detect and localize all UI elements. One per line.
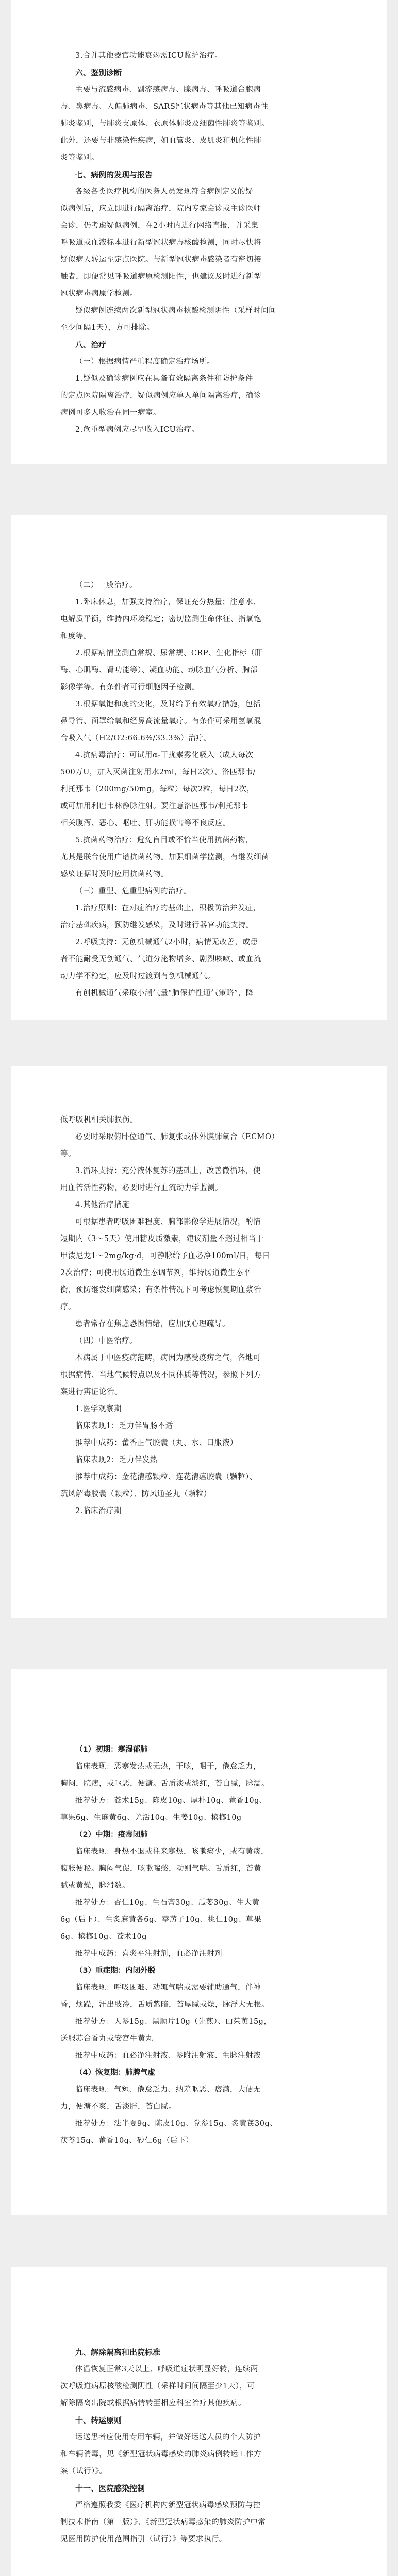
paragraph-line: 似病例后，应立即进行隔离治疗，院内专家会诊或主诊医师 xyxy=(60,205,261,213)
paragraph-line: 案进行辨证论治。 xyxy=(60,1388,122,1396)
paragraph-first-line: 2.根据病情监测血常规、尿常规、CRP、生化指标（肝 xyxy=(75,649,263,657)
paragraph-first-line: 推荐中成药：血必净注射液、参附注射液、生脉注射液 xyxy=(75,2052,261,2060)
paragraph-line: 鼻导管、面罩给氧和经鼻高流量氧疗。有条件可采用氢氧混 xyxy=(60,717,261,725)
paragraph-first-line: 3.根据氧饱和度的变化，及时给予有效氧疗措施，包括 xyxy=(75,700,261,708)
paragraph-line: 会诊，仍考虑疑似病例，在2小时内进行网络直报，并采集 xyxy=(60,222,259,230)
paragraph-line: 腹胀便秘。胸闷气促，咳嗽喘憋，动则气喘。舌质红，苔黄 xyxy=(60,1865,261,1873)
paragraph-line: 电解质平衡，维持内环境稳定；密切监测生命体征、指氧饱 xyxy=(60,615,261,623)
paragraph-first-line: （四）中医治疗。 xyxy=(75,1337,137,1345)
paragraph-first-line: 推荐中成药：藿香正气胶囊（丸、水、口服液） xyxy=(75,1439,238,1447)
paragraph-line: 和车辆消毒，见《新型冠状病毒感染的肺炎病例转运工作方 xyxy=(60,2450,261,2459)
paragraph-line: 冠状病毒病原学检测。 xyxy=(60,290,138,298)
paragraph-line: 动力学不稳定，应及时过渡到有创机械通气。 xyxy=(60,972,215,980)
paragraph-first-line: 2.危重型病例应尽早收入ICU治疗。 xyxy=(75,426,200,434)
section-heading: 九、解除隔离和出院标准 xyxy=(75,2348,161,2357)
paragraph-line: 者不能耐受无创通气、气道分泌物增多、剧烈咳嗽、或血流 xyxy=(60,955,261,963)
paragraph-first-line: 推荐处方：杏仁10g、生石膏30g、瓜蒌30g、生大黄 xyxy=(75,1899,260,1907)
paragraph-first-line: 3.循环支持：充分液体复苏的基础上，改善微循环，使 xyxy=(75,1167,261,1175)
paragraph-line: 次呼吸道病原核酸检测阴性（采样时间间隔至少1天），可 xyxy=(60,2382,255,2391)
paragraph-first-line: 2.呼吸支持：无创机械通气2小时，病情无改善，或患 xyxy=(75,938,258,946)
paragraph-first-line: （二）一般治疗。 xyxy=(75,581,137,589)
section-heading: 八、治疗 xyxy=(75,340,107,349)
paragraph-line: 感染证据时及时应用抗菌药物。 xyxy=(60,870,169,878)
page-4-body xyxy=(60,1741,339,2149)
paragraph-line: 病例可多人收治在同一病室。 xyxy=(60,409,161,417)
paragraph-line: 毒、鼻病毒、人偏肺病毒、SARS冠状病毒等其他已知病毒性 xyxy=(60,103,269,111)
paragraph-first-line: 体温恢复正常3天以上、呼吸道症状明显好转，连续两 xyxy=(75,2365,258,2374)
paragraph-first-line: 可根据患者呼吸困难程度、胸部影像学进展情况，酌情 xyxy=(75,1218,261,1226)
paragraph-first-line: 临床表现2：乏力伴发热 xyxy=(75,1456,158,1464)
paragraph-first-line: （一）根据病情严重程度确定治疗场所。 xyxy=(75,358,214,366)
paragraph-line: 草果6g、生麻黄6g、羌活10g、生姜10g、槟榔10g xyxy=(60,1814,242,1822)
paragraph-first-line: 主要与流感病毒、副流感病毒、腺病毒、呼吸道合胞病 xyxy=(75,86,261,94)
paragraph-first-line: 推荐中成药：喜炎平注射剂，血必净注射剂 xyxy=(75,1950,222,1958)
paragraph-first-line: 1.疑似及确诊病例应在具备有效隔离条件和防护条件 xyxy=(75,375,253,383)
paragraph-line: 送服苏合香丸或安宫牛黄丸 xyxy=(60,2035,153,2043)
page-1-body xyxy=(60,47,339,438)
paragraph-first-line: 临床表现：身热不退或往来寒热，咳嗽痰少，或有黄痰， xyxy=(75,1848,269,1856)
section-heading: 七、病例的发现与报告 xyxy=(75,170,153,179)
paragraph-line: 的定点医院隔离治疗，疑似病例应单人单间隔离治疗，确诊 xyxy=(60,392,261,400)
subsection-heading: （1）初期：寒湿郁肺 xyxy=(75,1745,148,1754)
paragraph-first-line: 推荐处方：人参15g、黑顺片10g（先煎）、山茱萸15g， xyxy=(75,2018,272,2026)
paragraph-line: 解除隔离出院或根据病情转至相应科室治疗其他疾病。 xyxy=(60,2399,246,2408)
paragraph-line: 酶、心肌酶、肾功能等）、凝血功能、动脉血气分析、胸部 xyxy=(60,666,258,674)
paragraph-first-line: 临床表现：恶寒发热或无热，干咳，咽干，倦怠乏力， xyxy=(75,1762,261,1771)
paragraph-line: 500万U，加入灭菌注射用水2ml，每日2次）、洛匹那韦/ xyxy=(60,768,256,776)
paragraph-line: 利托那韦（200mg/50mg，每粒）每次2粒，每日2次， xyxy=(60,785,255,793)
paragraph-line: 见医用防护使用范围指引（试行）》等要求执行。 xyxy=(60,2535,227,2544)
paragraph-line: 等。 xyxy=(60,1150,76,1158)
paragraph-first-line: 1.医学观察期 xyxy=(75,1405,122,1413)
paragraph-line: 合吸入气（H2/O2:66.6%/33.3%）治疗。 xyxy=(60,734,212,742)
paragraph-line: 衡，预防继发细菌感染；有条件情况下可考虑恢复期血浆治 xyxy=(60,1286,261,1294)
paragraph-first-line: 推荐处方：法半夏9g、陈皮10g、党参15g、炙黄芪30g、 xyxy=(75,2120,278,2128)
paragraph-first-line: 2.临床治疗期 xyxy=(75,1507,122,1515)
paragraph-first-line: 1.卧床休息，加强支持治疗，保证充分热量；注意水、 xyxy=(75,598,261,606)
paragraph-line: 疗。 xyxy=(60,1303,76,1311)
paragraph-line: 用血管活性药物，必要时进行血流动力学监测。 xyxy=(60,1184,223,1192)
paragraph-line: 治疗基础疾病，预防继发感染，及时进行器官功能支持。 xyxy=(60,921,254,929)
section-heading: 六、鉴别诊断 xyxy=(75,68,122,77)
paragraph-line: 疏风解毒胶囊（颗粒）、防风通圣丸（颗粒） xyxy=(60,1490,211,1498)
paragraph-first-line: 1.治疗原则：在对症治疗的基础上，积极防治并发症， xyxy=(75,904,261,912)
paragraph-first-line: 推荐中成药：金花清感颗粒、连花清瘟胶囊（颗粒）、 xyxy=(75,1473,257,1481)
paragraph-line: 昏，烦躁，汗出肢冷，舌质紫暗，苔厚腻或燥，脉浮大无根。 xyxy=(60,2001,269,2009)
document-page-5 xyxy=(11,2267,387,2576)
paragraph-line: 相关腹泻、恶心、呕吐、肝功能损害等不良反应。 xyxy=(60,819,230,827)
paragraph-first-line: 本病属于中医疫病范畴，病因为感受疫疠之气，各地可 xyxy=(75,1354,261,1362)
paragraph-line: 短期内（3～5天）使用糖皮质激素，建议剂量不超过相当于 xyxy=(60,1235,264,1243)
paragraph-first-line: 临床表现：气短、倦怠乏力、纳差呕恶、痞满，大便无 xyxy=(75,2086,261,2094)
paragraph-line: 触者，即便常见呼吸道病原检测阳性，也建议及时进行新型 xyxy=(60,273,261,281)
paragraph-first-line: 临床表现：呼吸困难、动辄气喘或需要辅助通气，伴神 xyxy=(75,1984,261,1992)
paragraph-line: 或可加用利巴韦林静脉注射。要注意洛匹那韦/利托那韦 xyxy=(60,802,249,810)
paragraph-first-line: 患者常存在焦虑恐惧情绪，应加强心理疏导。 xyxy=(75,1320,230,1328)
paragraph-line: 茯苓15g、藿香10g、砂仁6g（后下） xyxy=(60,2137,193,2145)
paragraph-line: 呼吸道或血液标本进行新型冠状病毒核酸检测，同时尽快将 xyxy=(60,239,261,247)
paragraph-line: 和度等。 xyxy=(60,632,91,640)
paragraph-first-line: 临床表现1：乏力伴胃肠不适 xyxy=(75,1422,173,1430)
paragraph-line: 肺炎鉴别，与肺炎支原体、衣原体肺炎及细菌性肺炎等鉴别。 xyxy=(60,120,269,128)
paragraph-first-line: 推荐处方：苍术15g、陈皮10g、厚朴10g、藿香10g、 xyxy=(75,1797,267,1805)
subsection-heading: （3）重症期：内闭外脱 xyxy=(75,1967,156,1975)
paragraph-line: 尤其是联合使用广谱抗菌药物。加强细菌学监测，有继发细菌 xyxy=(60,853,269,861)
paragraph-first-line: 有创机械通气采取小潮气量“肺保护性通气策略”，降 xyxy=(75,989,254,997)
section-heading: 十、转运原则 xyxy=(75,2416,122,2425)
document-page-2 xyxy=(11,515,387,1020)
page-3-body xyxy=(60,1112,339,1520)
paragraph-line: 制技术指南（第一版）》、《新型冠状病毒感染的肺炎防护中常 xyxy=(60,2518,266,2527)
paragraph-line: 腻或黄燥，脉滑数。 xyxy=(60,1882,130,1890)
paragraph-line: 案（试行）》。 xyxy=(60,2467,107,2476)
paragraph-line: 至少间隔1天），方可排除。 xyxy=(60,324,155,332)
paragraph-line: 6g（后下）、生炙麻黄各6g、葶苈子10g、桃仁10g、草果 xyxy=(60,1916,262,1924)
paragraph-first-line: 严格遵照我委《医疗机构内新型冠状病毒感染预防与控 xyxy=(75,2501,261,2510)
paragraph-first-line: 各级各类医疗机构的医务人员发现符合病例定义的疑 xyxy=(75,188,253,196)
paragraph-line: 2次治疗；可使用肠道微生态调节剂，维持肠道微生态平 xyxy=(60,1269,251,1277)
paragraph-line: 甲泼尼龙1～2mg/kg·d，可静脉给予血必净100ml/日，每日 xyxy=(60,1252,270,1260)
document-page-3 xyxy=(11,1066,387,1618)
paragraph-first-line: 运送患者应使用专用车辆，并做好运送人员的个人防护 xyxy=(75,2433,261,2442)
paragraph-first-line: 5.抗菌药物治疗：避免盲目或不恰当使用抗菌药物， xyxy=(75,836,253,844)
paragraph-first-line: 3.合并其他器官功能衰竭需ICU监护治疗。 xyxy=(75,52,223,60)
paragraph-line: 根据病情、当地气候特点以及不同体质等情况，参照下列方 xyxy=(60,1371,261,1379)
paragraph-line: 6g、槟榔10g、苍术10g xyxy=(60,1933,147,1941)
subsection-heading: （2）中期：疫毒闭肺 xyxy=(75,1831,148,1839)
section-heading: 十一、医院感染控制 xyxy=(75,2484,145,2493)
paragraph-first-line: （三）重型、危重型病例的治疗。 xyxy=(75,887,191,895)
document-page-1 xyxy=(11,0,387,464)
paragraph-first-line: 疑似病例连续两次新型冠状病毒核酸检测阴性（采样时间间 xyxy=(75,307,276,315)
paragraph-first-line: 必要时采取俯卧位通气、肺复张或体外膜肺氧合（ECMO） xyxy=(75,1133,279,1141)
subsection-heading: （4）恢复期：肺脾气虚 xyxy=(75,2069,156,2077)
paragraph-line: 此外，还要与非感染性疾病，如血管炎、皮肌炎和机化性肺 xyxy=(60,137,261,145)
paragraph-line: 炎等鉴别。 xyxy=(60,154,99,162)
paragraph-line: 疑似病人转运至定点医院。与新型冠状病毒感染者有密切接 xyxy=(60,256,261,264)
document-page-4 xyxy=(11,1669,387,2215)
paragraph-line: 低呼吸机相关肺损伤。 xyxy=(60,1116,138,1124)
paragraph-first-line: 4.其他治疗措施 xyxy=(75,1201,129,1209)
paragraph-line: 力，便溏不爽，舌淡胖，苔白腻。 xyxy=(60,2103,176,2111)
page-5-body xyxy=(60,2344,339,2548)
paragraph-line: 影像学等。有条件者可行细胞因子检测。 xyxy=(60,683,200,691)
page-2-body xyxy=(60,577,339,1002)
paragraph-first-line: 4.抗病毒治疗：可试用α-干扰素雾化吸入（成人每次 xyxy=(75,751,254,759)
paragraph-line: 胸闷，脘痞，或呕恶，便溏。舌质淡或淡红，苔白腻，脉濡。 xyxy=(60,1780,269,1788)
